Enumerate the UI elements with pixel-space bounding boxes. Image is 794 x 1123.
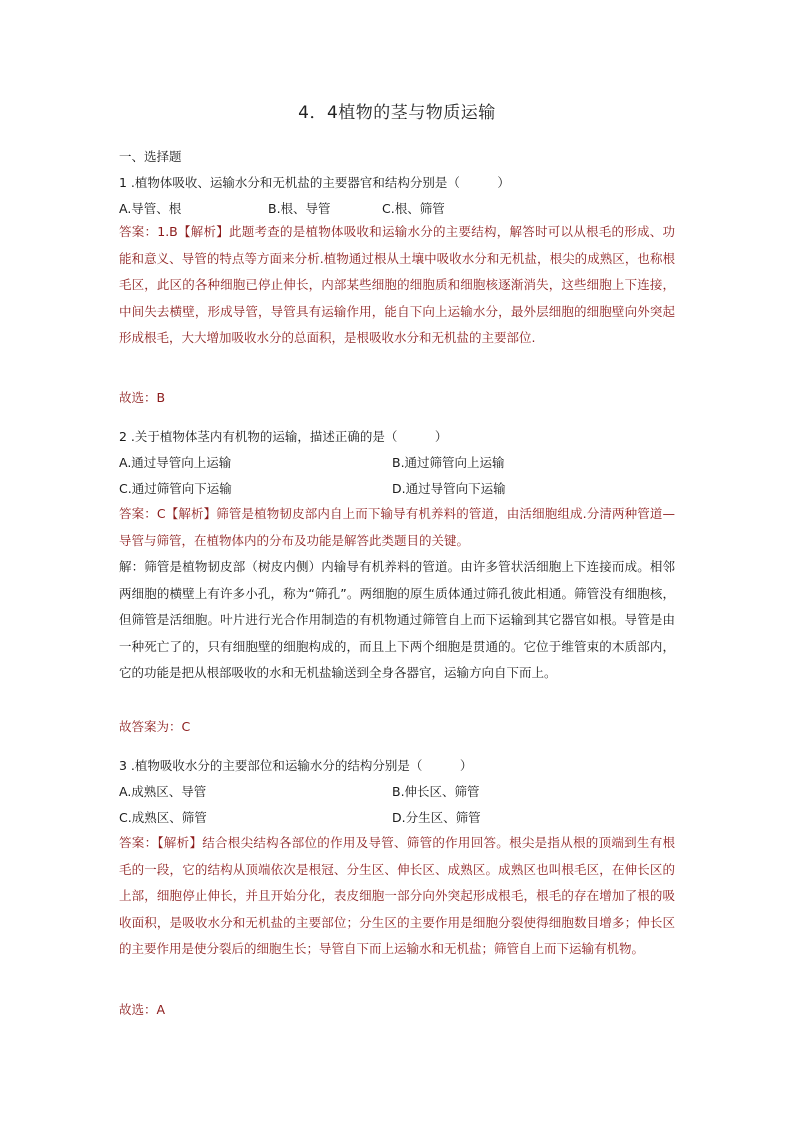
question-1-choice: 故选：B: [119, 390, 166, 405]
question-3-stem: 3 .植物吸收水分的主要部位和运输水分的结构分别是（ ）: [119, 758, 473, 773]
question-2-option-b: B.通过筛管向上运输: [392, 455, 505, 470]
question-1-option-a: A.导管、根: [119, 201, 182, 216]
question-2-option-a: A.通过导管向上运输: [119, 455, 232, 470]
question-1-option-c: C.根、筛管: [382, 201, 445, 216]
question-3-option-d: D.分生区、筛管: [392, 810, 481, 825]
question-2-explanation: 解：筛管是植物韧皮部（树皮内侧）内输导有机养料的管道。由许多管状活细胞上下连接而成。相邻两细胞的横壁上有许多小孔，称为“筛孔”。两细胞的原生质体通过筛孔彼此相通。筛管没有细胞核，但筛管是活细胞。叶片进行光合作用制造的有机物通过筛管自上而下运输到其它器官如根。导管是由一种死亡了的，只有细胞壁的细胞构成的，而且上下两个细胞是贯通的。它位于维管束的木质部内，它的功能是把从根部吸收的水和无机盐输送到全身各器官，运输方向自下而上。: [119, 559, 675, 681]
question-1-option-b: B.根、导管: [268, 201, 331, 216]
question-2-stem: 2 .关于植物体茎内有机物的运输，描述正确的是（ ）: [119, 429, 448, 444]
question-3-option-c: C.成熟区、筛管: [119, 810, 207, 825]
question-2-choice: 故答案为：C: [119, 719, 191, 734]
question-1-stem: 1 .植物体吸收、运输水分和无机盐的主要器官和结构分别是（ ）: [119, 175, 510, 190]
question-3-choice: 故选：A: [119, 1002, 166, 1017]
question-1-answer: 答案：1.B【解析】此题考查的是植物体吸收和运输水分的主要结构，解答时可以从根毛的形成、功能和意义、导管的特点等方面来分析.植物通过根从土壤中吸收水分和无机盐，根尖的成熟区，也称根毛区，此区的各种细胞已停止伸长，内部某些细胞的细胞质和细胞核逐渐消失，这些细胞上下连接，中间失去横壁，形成导管，导管具有运输作用，能自下向上运输水分，最外层细胞的细胞壁向外突起形成根毛，大大增加吸收水分的总面积，是根吸收水分和无机盐的主要部位.: [119, 224, 675, 346]
question-2-option-c: C.通过筛管向下运输: [119, 481, 232, 496]
question-3-answer: 答案：【解析】结合根尖结构各部位的作用及导管、筛管的作用回答。根尖是指从根的顶端到生有根毛的一段，它的结构从顶端依次是根冠、分生区、伸长区、成熟区。成熟区也叫根毛区，在伸长区的上部，细胞停止伸长，并且开始分化，表皮细胞一部分向外突起形成根毛，根毛的存在增加了根的吸收面积，是吸收水分和无机盐的主要部位；分生区的主要作用是细胞分裂使得细胞数目增多；伸长区的主要作用是使分裂后的细胞生长；导管自下而上运输水和无机盐；筛管自上而下运输有机物。: [119, 835, 675, 957]
question-2-answer: 答案：C【解析】筛管是植物韧皮部内自上而下输导有机养料的管道，由活细胞组成.分清两种管道—导管与筛管，在植物体内的分布及功能是解答此类题目的关键。: [119, 506, 675, 548]
question-3-option-b: B.伸长区、筛管: [392, 784, 480, 799]
question-2-option-d: D.通过导管向下运输: [392, 481, 506, 496]
section-heading: 一、选择题: [119, 149, 182, 164]
question-3-option-a: A.成熟区、导管: [119, 784, 207, 799]
page-title: 4．4植物的茎与物质运输: [298, 103, 496, 123]
